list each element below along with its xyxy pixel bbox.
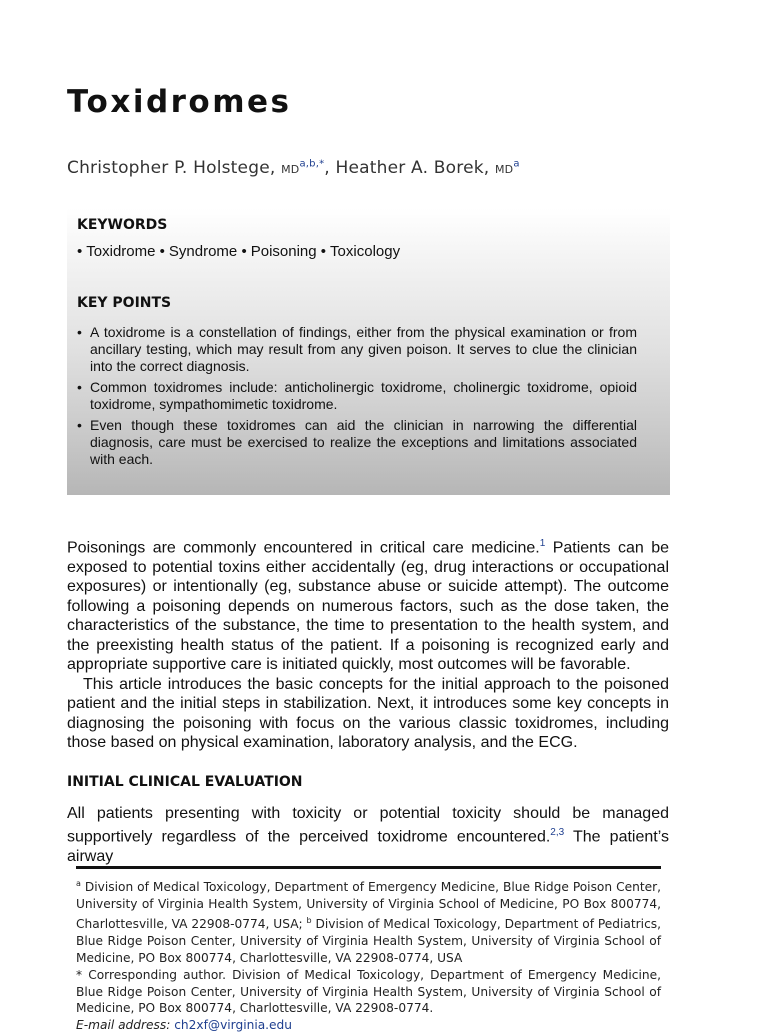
reference-marker[interactable]: 1 [539, 538, 546, 549]
keyword: Syndrome [168, 243, 238, 260]
author-name: Heather A. Borek, [335, 158, 495, 178]
footnotes [76, 876, 661, 1034]
paragraph-text: Patients can be exposed to potential toxins either accidentally (eg, drug interactions or occupational exposures) or intentionally (eg, substance abuse or suicide attempt). The outcome following a poisoning depends on numerous factors, such as the dose taken, the characteristics of the substance, the time to presentation to the health system, and the preexisting health status of the patient. If a poisoning is recognized early and appropriate supportive care is initiated quickly, most outcomes will be favorable. [67, 539, 669, 674]
email-line [76, 1017, 661, 1034]
key-point: • Common toxidromes include: anticholinergic toxidrome, cholinergic toxidrome, opioid toxidrome, sympathomimetic toxidrome. [77, 379, 637, 413]
keyword: Poisoning [250, 243, 317, 260]
affiliation-marker: a [76, 879, 81, 888]
paragraph-text: Poisonings are commonly encountered in critical care medicine. [67, 539, 540, 557]
affiliation-marker[interactable]: a,b,* [299, 158, 325, 170]
keywords-keypoints-box [67, 208, 670, 495]
author-line [67, 158, 520, 178]
author-separator: , [324, 158, 336, 178]
reference-marker[interactable]: 2,3 [550, 827, 565, 839]
author-name: Christopher P. Holstege, [67, 158, 282, 178]
section-heading: INITIAL CLINICAL EVALUATION [67, 773, 303, 790]
email-label: E-mail address: [76, 1018, 171, 1033]
body-paragraph [67, 534, 669, 675]
key-points-heading: KEY POINTS [77, 295, 172, 311]
affiliation-marker: b [306, 915, 312, 925]
keywords-heading: KEYWORDS [77, 217, 168, 233]
affiliation-marker[interactable]: a [513, 158, 520, 170]
paragraph-text: The patient’s airway [67, 828, 669, 866]
author-degree: MD [494, 163, 514, 176]
keywords-list [77, 243, 400, 260]
body-paragraph: This article introduces the basic concepts for the initial approach to the poisoned patient and the initial steps in stabilization. Next, it introduces some key concepts in diagnosing the poisoning with focus on the various classic toxidromes, including those based on physical examination, laboratory analysis, and the ECG. [67, 675, 669, 752]
corresponding-author-note: * Corresponding author. Division of Medical Toxicology, Department of Emergency Medicine, Blue Ridge Poison Center, University of Virginia Health System, University of Virginia School of Medicine, PO Box 800774, Charlottesville, VA 22908-0774. [76, 967, 661, 1016]
keyword: Toxidrome [86, 243, 156, 260]
footnote-divider [76, 866, 661, 869]
article-body [67, 534, 669, 867]
paragraph-text: All patients presenting with toxicity or potential toxicity should be managed supportively regardless of the perceived toxidrome encountered. [67, 804, 669, 846]
bullet-icon: • [159, 243, 165, 260]
footnote-text: Division of Medical Toxicology, Department of Pediatrics, Blue Ridge Poison Center, University of Virginia Health System, University of Virginia School of Medicine, PO Box 800774, Charlottesville, VA 22908-0774, USA [76, 916, 661, 965]
email-link[interactable]: ch2xf@virginia.edu [174, 1018, 293, 1033]
bullet-icon: • [241, 243, 247, 260]
body-paragraph [67, 804, 669, 867]
key-point: • Even though these toxidromes can aid the clinician in narrowing the differential diagnosis, care must be exercised to realize the exceptions and limitations associated with each. [77, 417, 637, 468]
bullet-icon: • [320, 243, 327, 260]
keyword: Toxicology [330, 243, 401, 260]
key-point: • A toxidrome is a constellation of findings, either from the physical examination or from ancillary testing, which may result from any given poison. It serves to clue the clinician into the correct diagnosis. [77, 324, 637, 375]
affiliation-footnote [76, 876, 661, 967]
bullet-icon: • [77, 243, 83, 260]
author-degree: MD [281, 163, 300, 176]
footnote-text: Division of Medical Toxicology, Department of Emergency Medicine, Blue Ridge Poison Center, University of Virginia Health System, University of Virginia School of Medicine, PO Box 800774, Charlottesville, VA 22908-0774, USA; [76, 880, 661, 931]
article-title: Toxidromes [67, 84, 292, 120]
key-points-list [77, 324, 637, 472]
